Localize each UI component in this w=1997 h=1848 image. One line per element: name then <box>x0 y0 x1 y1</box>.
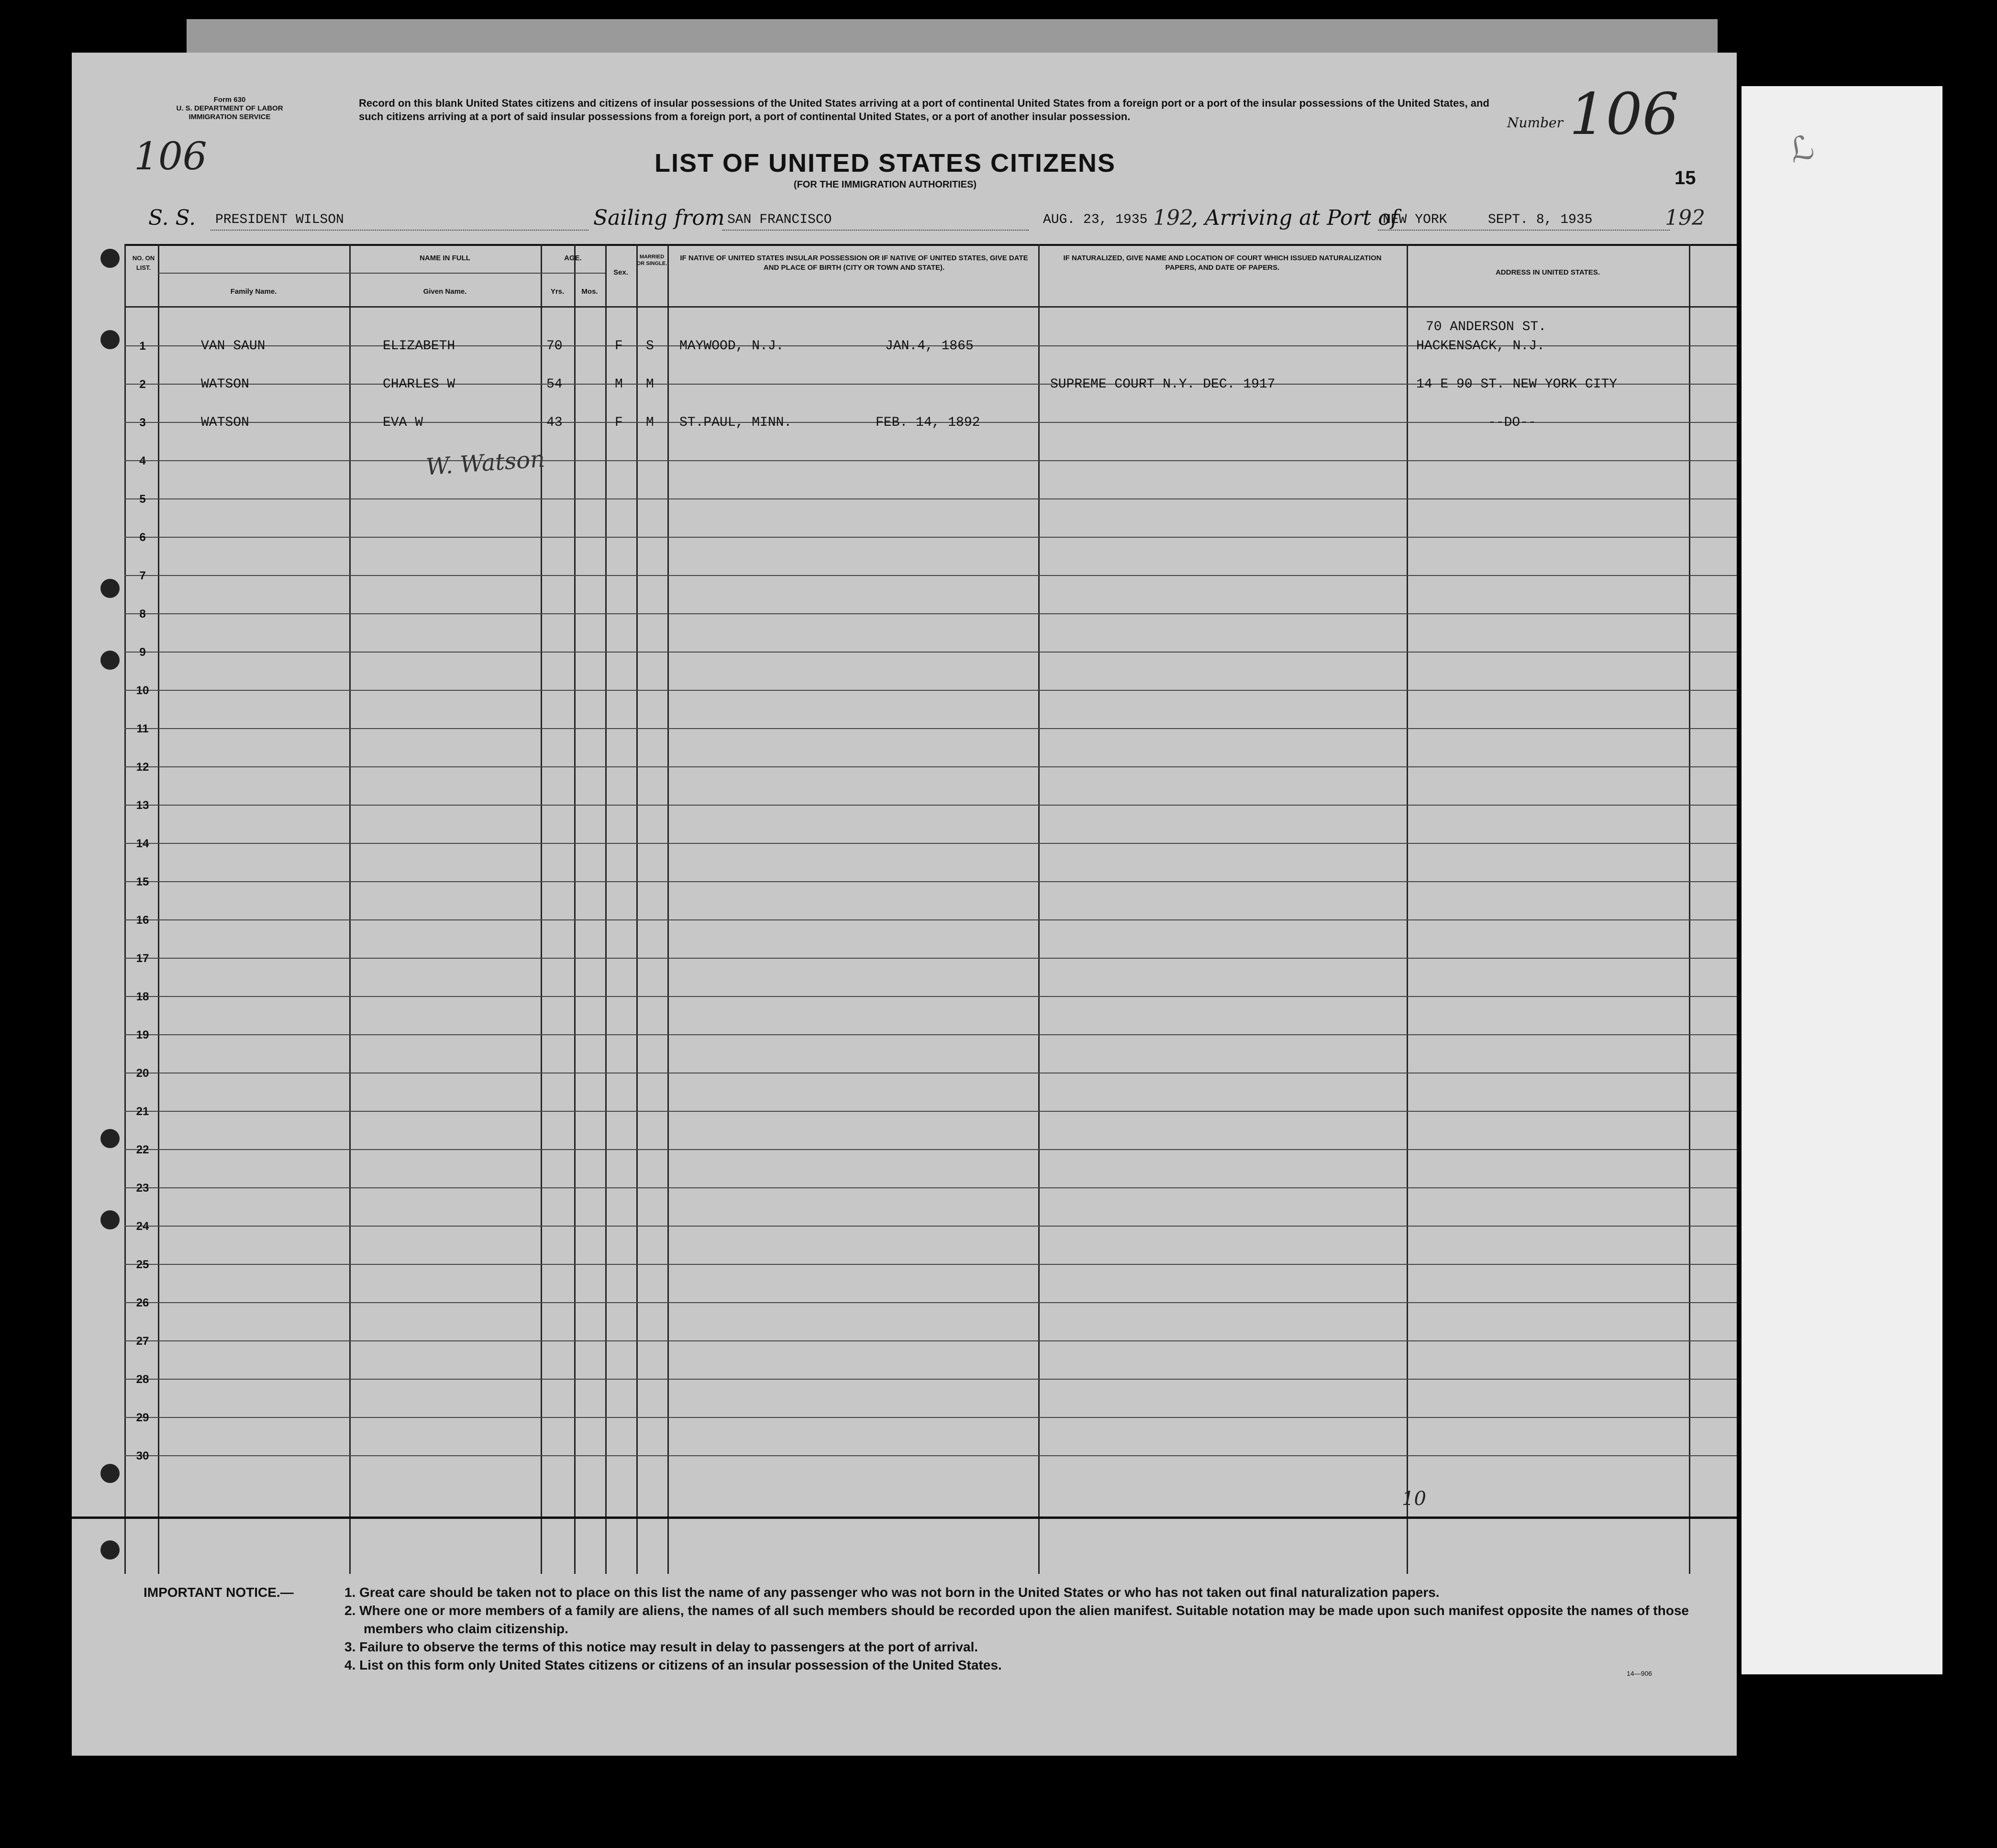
ss-label: S. S. <box>148 206 196 230</box>
number-value: 106 <box>1569 81 1679 148</box>
marital-status: M <box>646 377 654 392</box>
row-line <box>124 1302 1737 1303</box>
adjacent-page <box>1742 86 1942 1674</box>
row-number: 22 <box>136 1143 149 1156</box>
row-number: 12 <box>136 761 149 774</box>
col-line <box>574 244 576 1574</box>
col-line <box>1689 244 1690 1574</box>
given-name: CHARLES W <box>383 377 455 392</box>
table-top-rule <box>124 244 1737 246</box>
marital-status: S <box>646 339 654 354</box>
row-number: 14 <box>136 837 149 850</box>
table-bottom-rule <box>72 1516 1737 1519</box>
row-line <box>124 537 1737 538</box>
row-line <box>124 1379 1737 1380</box>
punch-hole <box>100 1129 120 1148</box>
row-number: 27 <box>136 1335 149 1348</box>
department: U. S. DEPARTMENT OF LABOR <box>176 104 283 112</box>
row-line <box>124 805 1737 806</box>
header-bottom-rule <box>124 306 1737 308</box>
ship-name: PRESIDENT WILSON <box>215 212 344 227</box>
header-yrs: Yrs. <box>550 288 565 296</box>
col-line <box>605 244 607 1574</box>
row-line <box>124 958 1737 959</box>
row-line <box>124 1340 1737 1341</box>
punch-hole <box>100 1210 120 1229</box>
row-number: 23 <box>136 1182 149 1195</box>
footer-code: 14—906 <box>1627 1670 1652 1677</box>
row-number: 28 <box>136 1373 149 1386</box>
row-line <box>124 613 1737 614</box>
row-number: 9 <box>139 646 146 659</box>
col-line <box>1038 244 1040 1574</box>
col-line <box>349 244 351 1574</box>
row-line <box>124 728 1737 729</box>
row-line <box>124 881 1737 882</box>
notice-item: 1. Great care should be taken not to place on this list the name of any passenger who was not born in the United States or who has not taken out final naturalization papers. <box>344 1585 1440 1600</box>
row-line <box>124 1034 1737 1035</box>
row-line <box>124 1226 1737 1227</box>
family-name: VAN SAUN <box>201 339 266 354</box>
sex: F <box>615 339 623 354</box>
year-suffix-1: 192 <box>1153 206 1193 230</box>
row-line <box>124 1149 1737 1150</box>
col-line <box>667 244 669 1574</box>
row-line <box>124 498 1737 499</box>
arriving-label: , Arriving at Port of <box>1191 206 1398 230</box>
row-line <box>124 843 1737 844</box>
row-number: 6 <box>139 531 146 544</box>
row-number: 21 <box>136 1105 149 1118</box>
number-label: Number <box>1507 115 1563 131</box>
from-port: SAN FRANCISCO <box>727 212 832 227</box>
row-number: 20 <box>136 1067 149 1080</box>
row-line <box>124 575 1737 576</box>
given-name: ELIZABETH <box>383 339 455 354</box>
row-number: 2 <box>139 378 146 391</box>
punch-hole <box>100 249 120 268</box>
sail-date: AUG. 23, 1935 <box>1043 212 1148 227</box>
birth-place: ST.PAUL, MINN. <box>679 415 792 430</box>
address-line-2: HACKENSACK, N.J. <box>1416 339 1545 354</box>
service: IMMIGRATION SERVICE <box>189 113 271 121</box>
address-line-1: 14 E 90 ST. NEW YORK CITY <box>1416 377 1618 392</box>
row-number: 4 <box>139 454 146 467</box>
header-name-in-full: NAME IN FULL <box>420 254 470 262</box>
row-number: 24 <box>136 1220 149 1233</box>
header-family-name: Family Name. <box>230 288 277 296</box>
header-given-name: Given Name. <box>423 288 467 296</box>
col-line <box>1407 244 1408 1574</box>
arrival-date: SEPT. 8, 1935 <box>1488 212 1593 227</box>
row-number: 15 <box>136 875 149 888</box>
header-sex: Sex. <box>613 268 628 277</box>
notice-lead: IMPORTANT NOTICE.— <box>144 1585 294 1600</box>
row-line <box>124 690 1737 691</box>
row-number: 3 <box>139 416 146 429</box>
row-line <box>124 1264 1737 1265</box>
naturalization: SUPREME COURT N.Y. DEC. 1917 <box>1050 377 1276 392</box>
sailing-label: Sailing from <box>593 206 725 230</box>
birth-date: JAN.4, 1865 <box>885 339 974 354</box>
arrival-port: NEW YORK <box>1383 212 1447 227</box>
header-no-on-list: NO. ON LIST. <box>132 255 155 271</box>
row-line <box>124 1187 1737 1188</box>
punch-hole <box>100 1464 120 1483</box>
header-subrule <box>158 273 541 274</box>
row-number: 5 <box>139 493 146 506</box>
row-number: 10 <box>136 684 149 697</box>
voyage-line <box>148 206 1727 234</box>
row-number: 18 <box>136 990 149 1003</box>
row-number: 1 <box>139 340 146 353</box>
col-line <box>124 244 126 1574</box>
sheet-number: 15 <box>1675 167 1696 188</box>
punch-hole <box>100 651 120 670</box>
row-line <box>124 460 1737 461</box>
header-address: ADDRESS IN UNITED STATES. <box>1496 268 1600 277</box>
notice-item: 4. List on this form only United States citizens or citizens of an insular possession of the United States. <box>344 1658 1002 1672</box>
address-line-1: 70 ANDERSON ST. <box>1426 320 1547 334</box>
row-line <box>124 1417 1737 1418</box>
form-number: Form 630 <box>213 96 246 104</box>
row-line <box>124 652 1737 653</box>
header-subrule <box>541 273 605 274</box>
row-number: 26 <box>136 1296 149 1309</box>
notice-item: 2. Where one or more members of a family are aliens, the names of all such members should be recorded upon the alien manifest. Suitable notation may be made upon such manifest opposite the names of those members who claim citizenship. <box>344 1603 1689 1636</box>
col-line <box>541 244 542 1574</box>
row-line <box>124 996 1737 997</box>
sex: M <box>615 377 623 392</box>
punch-hole <box>100 330 120 349</box>
given-name: EVA W <box>383 415 423 430</box>
punch-hole <box>100 1540 120 1560</box>
row-number: 19 <box>136 1029 149 1041</box>
page-title: LIST OF UNITED STATES CITIZENS <box>655 149 1116 177</box>
header-birth: IF NATIVE OF UNITED STATES INSULAR POSSESSION OR IF NATIVE OF UNITED STATES, GIVE DATE AND PLACE OF BIRTH (CITY OR TOWN AND STATE). <box>680 254 1028 272</box>
row-line <box>124 919 1737 920</box>
row-line <box>124 1455 1737 1456</box>
manifest-page <box>72 53 1737 1756</box>
birth-place: MAYWOOD, N.J. <box>679 339 784 354</box>
age-years: 54 <box>546 377 563 392</box>
age-years: 43 <box>546 415 563 430</box>
header-age: AGE. <box>564 254 582 262</box>
row-number: 25 <box>136 1258 149 1271</box>
notice-item: 3. Failure to observe the terms of this notice may result in delay to passengers at the port of arrival. <box>344 1639 978 1654</box>
bottom-handwritten-mark: 10 <box>1402 1488 1426 1510</box>
marital-status: M <box>646 415 654 430</box>
row-number: 8 <box>139 608 146 620</box>
handwritten-page-number: 106 <box>134 134 207 178</box>
col-line <box>158 244 159 1574</box>
row-number: 17 <box>136 952 149 965</box>
family-name: WATSON <box>201 415 249 430</box>
punch-hole <box>100 579 120 598</box>
row-line <box>124 1111 1737 1112</box>
sex: F <box>615 415 623 430</box>
instructions: Record on this blank United States citizens and citizens of insular possessions of the United States arriving at a port of continental United States from a foreign port or a port of the insular possessions of the United States, and such citizens arriving at a port of said insular possessions from a foreign port, a port of continental United States, or a port of another insular possession. <box>359 97 1489 122</box>
age-years: 70 <box>546 339 563 354</box>
header-naturalized: IF NATURALIZED, GIVE NAME AND LOCATION OF COURT WHICH ISSUED NATURALIZATION PAPERS, AND DATE OF PAPERS. <box>1063 254 1382 272</box>
row-number: 11 <box>136 722 149 735</box>
form-header <box>134 96 325 122</box>
row-number: 13 <box>136 799 149 812</box>
handwritten-signature: W. Watson <box>425 445 546 481</box>
side-page-scribble-icon: ℒ <box>1785 126 1819 171</box>
col-line <box>636 244 638 1574</box>
family-name: WATSON <box>201 377 249 392</box>
row-number: 16 <box>136 914 149 927</box>
page-subtitle: (FOR THE IMMIGRATION AUTHORITIES) <box>793 179 977 190</box>
birth-date: FEB. 14, 1892 <box>876 415 980 430</box>
address-line-1: --DO-- <box>1488 415 1536 430</box>
header-married-single: MARRIED OR SINGLE. <box>636 254 667 266</box>
row-number: 30 <box>136 1450 149 1462</box>
row-line <box>124 766 1737 767</box>
year-suffix-2: 192 <box>1665 206 1705 230</box>
header-mos: Mos. <box>581 288 598 296</box>
row-number: 7 <box>139 569 146 582</box>
row-number: 29 <box>136 1411 149 1424</box>
